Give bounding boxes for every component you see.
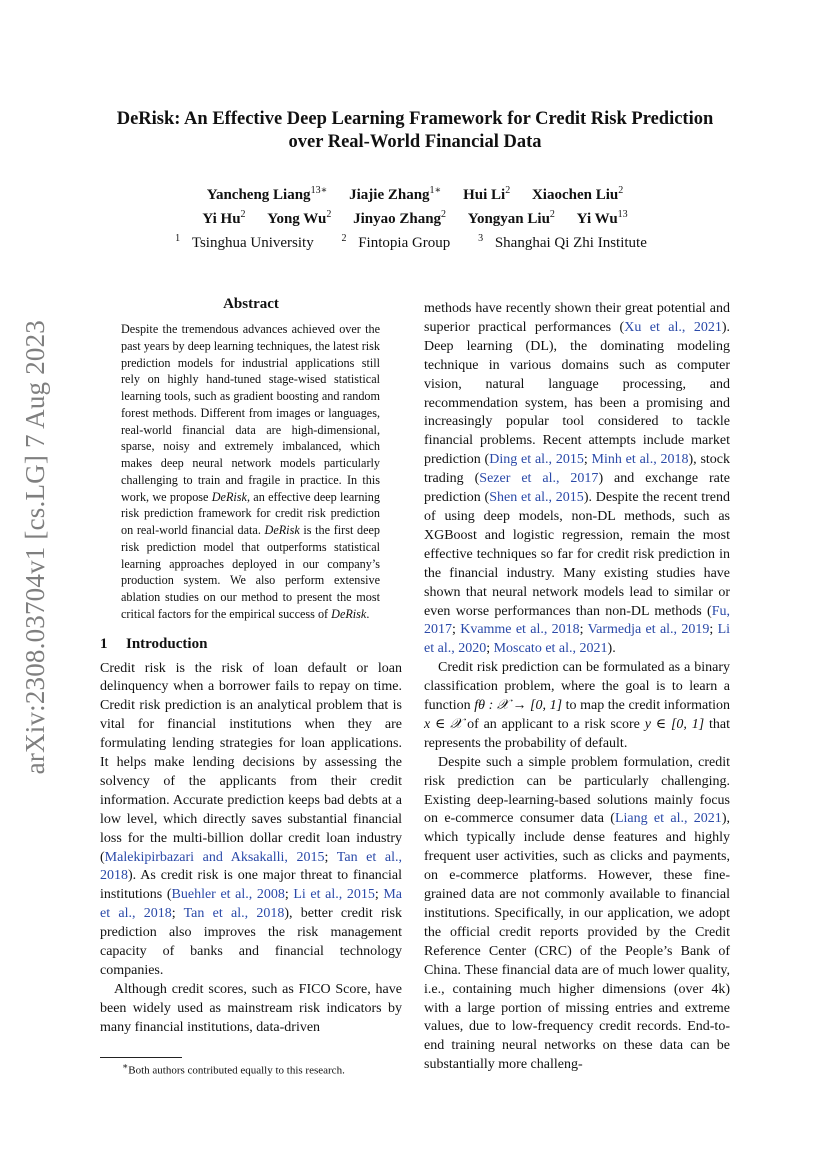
math-expression: y ∈ [0, 1] <box>644 716 705 732</box>
abstract-heading: Abstract <box>223 296 279 312</box>
author: Hui Li$^2$ <box>463 185 511 203</box>
author-block <box>100 181 730 253</box>
math-expression: x ∈ 𝒳 <box>424 716 463 732</box>
affiliation: $^1$ Tsinghua University <box>175 233 314 251</box>
left-column <box>100 296 402 1038</box>
intro-paragraph-2: Although credit scores, such as FICO Score, have been widely used as mainstream risk indicators by many financial institutions, data-driven <box>100 981 402 1035</box>
footnote-rule <box>100 1057 182 1058</box>
author: Yi Hu$^2$ <box>202 209 246 227</box>
citation-link[interactable]: Liang et al., 2021 <box>614 811 722 827</box>
intro-paragraph-1: Credit risk is the risk of loan default or loan delinquency when a borrower fails to repay on time. Credit risk prediction is an analytical problem that is vital for financial institutions when they are formulating lending strategies for loan applications. It helps make lending decisions by assessing the solvency of the applicants from their credit information. Accurate prediction keeps bad debts at a low level, which directly saves substantial financial loss for the multi-billion dollar credit loan industry (Malekipirbazari and Aksakalli, 2015; Tan et al., 2018). As credit risk is one major threat to financial institutions (Buehler et al., 2008; Li et al., 2015; Ma et al., 2018; Tan et al., 2018), better credit risk prediction also improves the risk management capacity of banks and financial technology companies. <box>100 660 403 978</box>
citation-link[interactable]: Tan et al., 2018 <box>183 906 285 922</box>
citation-link[interactable]: Malekipirbazari and Aksakalli, 2015 <box>104 849 325 865</box>
arxiv-identifier[interactable]: arXiv:2308.03704v1 [cs.LG] 7 Aug 2023 <box>20 320 50 775</box>
footnote: ∗Both authors contributed equally to this research. <box>122 1061 345 1077</box>
affiliation: $^2$ Fintopia Group <box>341 233 451 251</box>
citation-link[interactable]: Ding et al., 2015 <box>489 452 584 468</box>
citation-link[interactable]: Kvamme et al., 2018 <box>460 622 580 638</box>
citation-link[interactable]: Varmedja et al., 2019 <box>587 622 710 638</box>
affiliation: $^3$ Shanghai Qi Zhi Institute <box>478 233 647 251</box>
citation-link[interactable]: Li et al., 2015 <box>293 887 375 903</box>
section-heading-introduction: 1 Introduction <box>100 635 208 652</box>
right-column <box>424 300 730 1075</box>
author: Jiajie Zhang$^{1∗}$ <box>349 185 442 203</box>
citation-link[interactable]: Sezer et al., 2017 <box>479 471 599 487</box>
citation-link[interactable]: Minh et al., 2018 <box>591 452 689 468</box>
citation-link[interactable]: Li et al., 2020 <box>424 622 731 657</box>
author-row-2 <box>100 205 730 229</box>
author: Yongyan Liu$^2$ <box>467 209 555 227</box>
author: Jinyao Zhang$^2$ <box>353 209 447 227</box>
author: Xiaochen Liu$^2$ <box>531 185 624 203</box>
abstract-text: Despite the tremendous advances achieved over the past years by deep learning techniques, the latest risk prediction models for industrial applications still rely on highly hand-tuned stage-wised statistical learning tools, such as gradient boosting and random forest methods. Different from images or languages, real-world financial data are high-dimensional, sparse, noisy and extremely imbalanced, which makes deep neural network models particularly challenging to train and fragile in practice. In this work, we propose DeRisk, an effective deep learning risk prediction framework for credit risk prediction on real-world financial data. DeRisk is the first deep risk prediction model that outperforms statistical learning approaches deployed in our company’s production system. We also perform extensive ablation studies on our method to present the most critical factors for the empirical success of DeRisk. <box>121 322 380 621</box>
citation-link[interactable]: Xu et al., 2021 <box>624 319 722 335</box>
citation-link[interactable]: Moscato et al., 2021 <box>493 641 608 657</box>
citation-link[interactable]: Tan et al., 2018 <box>100 849 403 884</box>
author: Yancheng Liang$^{13∗}$ <box>206 185 328 203</box>
math-expression: fθ : 𝒳 → [0, 1] <box>474 698 563 714</box>
intro-paragraph-4: Credit risk prediction can be formulated as a binary classification problem, where the goal is to learn a function fθ : 𝒳 → [0, 1] to map the credit information x ∈ 𝒳 of an applicant to a risk score y ∈ [0, 1] that represents the probability of default. <box>424 660 731 751</box>
author: Yong Wu$^2$ <box>267 209 332 227</box>
author-row-1 <box>100 181 730 205</box>
intro-paragraph-3: methods have recently shown their great potential and superior practical performances (Xu et al., 2021). Deep learning (DL), the dominating modeling technique in various domains such as computer vision, natural language processing, and recommendation system, has been a promising and increasingly popular tool considered to tackle financial problems. Recent attempts include market prediction (Ding et al., 2015; Minh et al., 2018), stock trading (Sezer et al., 2017) and exchange rate prediction (Shen et al., 2015). Despite the recent trend of using deep models, non-DL methods, such as XGBoost and logistic regression, remain the most effective techniques so far for credit risk prediction in the financial industry. Many existing studies have shown that neural network models lead to similar or even worse performances than non-DL methods (Fu, 2017; Kvamme et al., 2018; Varmedja et al., 2019; Li et al., 2020; Moscato et al., 2021). <box>424 301 731 657</box>
affiliations <box>100 229 730 253</box>
intro-paragraph-5: Despite such a simple problem formulation, credit risk prediction can be particularly challenging. Existing deep-learning-based solutions mainly focus on e-commerce consumer data (Liang et al., 2021), which typically include dense features and highly frequent user activities, such as clicks and payments, on e-commerce platforms. However, these fine-grained data are not commonly available to financial institutions. Specifically, in our application, we adopt the official credit reports provided by the Credit Reference Center (CRC) of the People’s Bank of China. These financial data are of much lower quality, i.e., containing much higher dimensions (over 4k) with a large portion of missing entries and extreme values, due to low-frequency credit records. End-to-end training neural networks on these data can be substantially more challeng- <box>424 754 730 1073</box>
citation-link[interactable]: Buehler et al., 2008 <box>171 887 285 903</box>
author: Yi Wu$^{13}$ <box>576 209 628 227</box>
citation-link[interactable]: Fu, 2017 <box>424 603 730 638</box>
paper-title: DeRisk: An Effective Deep Learning Framework for Credit Risk Prediction over Real-World Financial Data <box>116 109 714 152</box>
citation-link[interactable]: Ma et al., 2018 <box>100 887 402 922</box>
citation-link[interactable]: Shen et al., 2015 <box>489 490 584 506</box>
